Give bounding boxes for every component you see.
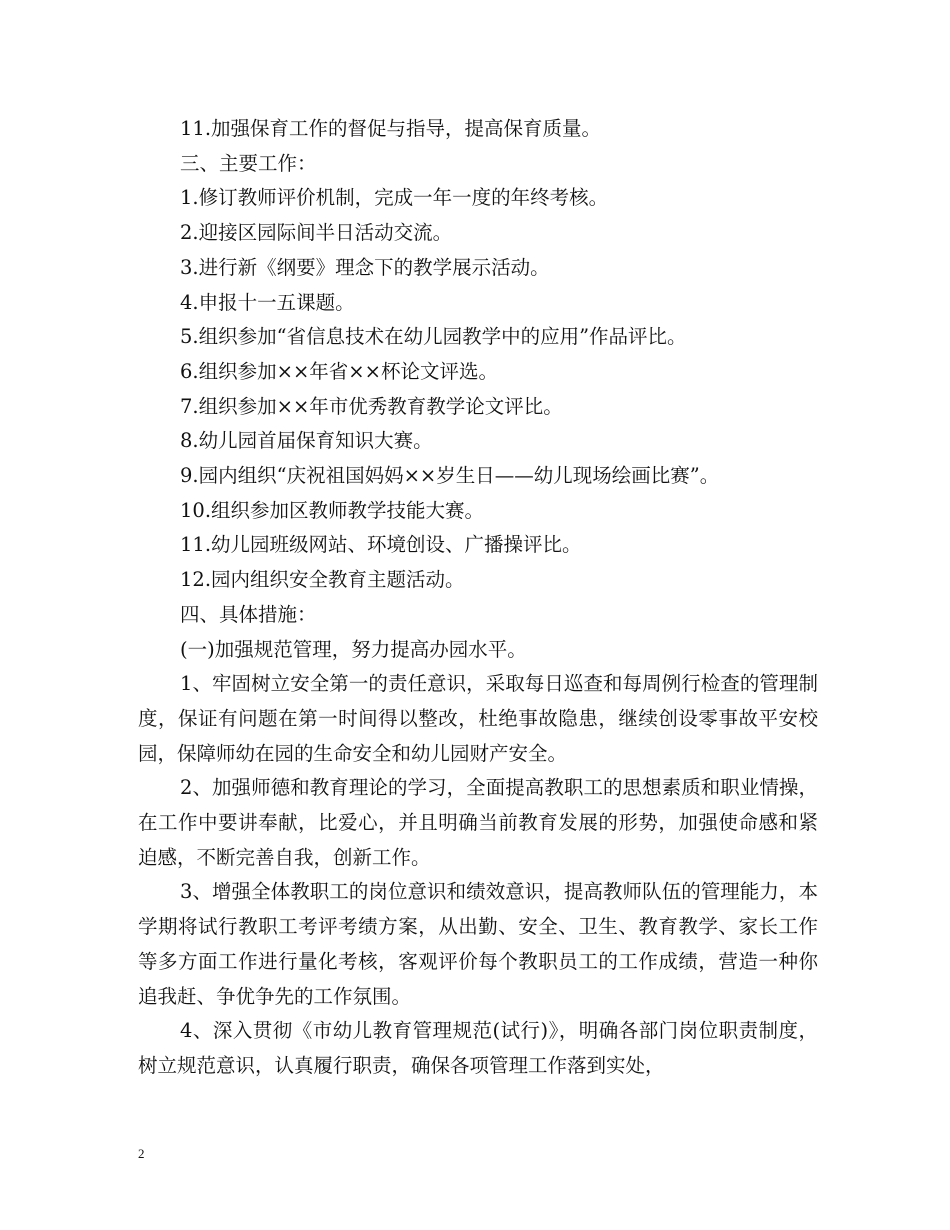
list-item: 1.修订教师评价机制，完成一年一度的年终考核。 (180, 186, 609, 210)
list-item: 6.组织参加××年省××杯论文评选。 (180, 359, 498, 383)
list-item: 3.进行新《纲要》理念下的教学展示活动。 (180, 255, 550, 279)
body-paragraph: 1、牢固树立安全第一的责任意识，采取每日巡查和每周例行检查的管理制度，保证有问题在第一时间得以整改，杜绝事故隐患，继续创设零事故平安校园，保障师幼在园的生命安全和幼儿园财产安全。 (138, 672, 818, 765)
subsection-heading: (一)加强规范管理，努力提高办园水平。 (180, 637, 527, 661)
body-paragraph: 2、加强师德和教育理论的学习，全面提高教职工的思想素质和职业情操，在工作中要讲奉献，比爱心，并且明确当前教育发展的形势，加强使命感和紧迫感，不断完善自我，创新工作。 (138, 776, 818, 869)
section-heading: 三、主要工作： (180, 151, 317, 175)
list-item: 11.加强保育工作的督促与指导，提高保育质量。 (180, 117, 602, 140)
list-item: 4.申报十一五课题。 (180, 290, 355, 314)
list-item: 12.园内组织安全教育主题活动。 (180, 568, 465, 592)
list-item: 11.幼儿园班级网站、环境创设、广播操评比。 (180, 533, 582, 557)
body-paragraph: 3、增强全体教职工的岗位意识和绩效意识，提高教师队伍的管理能力，本学期将试行教职工考评考绩方案，从出勤、安全、卫生、教育教学、家长工作等多方面工作进行量化考核，客观评价每个教职员工的工作成绩，营造一种你追我赶、争优争先的工作氛围。 (138, 880, 818, 1008)
document-body (138, 112, 818, 1084)
list-item: 7.组织参加××年市优秀教育教学论文评比。 (180, 394, 563, 418)
section-heading: 四、具体措施： (180, 602, 317, 626)
list-item: 10.组织参加区教师教学技能大赛。 (180, 498, 485, 522)
list-item: 5.组织参加“省信息技术在幼儿园教学中的应用”作品评比。 (180, 325, 687, 349)
body-paragraph: 4、深入贯彻《市幼儿教育管理规范(试行)》，明确各部门岗位职责制度，树立规范意识，认真履行职责，确保各项管理工作落到实处， (138, 1019, 818, 1077)
list-item: 8.幼儿园首届保育知识大赛。 (180, 429, 433, 453)
list-item: 9.园内组织“庆祝祖国妈妈××岁生日——幼儿现场绘画比赛”。 (180, 464, 720, 488)
list-item: 2.迎接区园际间半日活动交流。 (180, 221, 453, 245)
page-number: 2 (138, 1146, 145, 1161)
